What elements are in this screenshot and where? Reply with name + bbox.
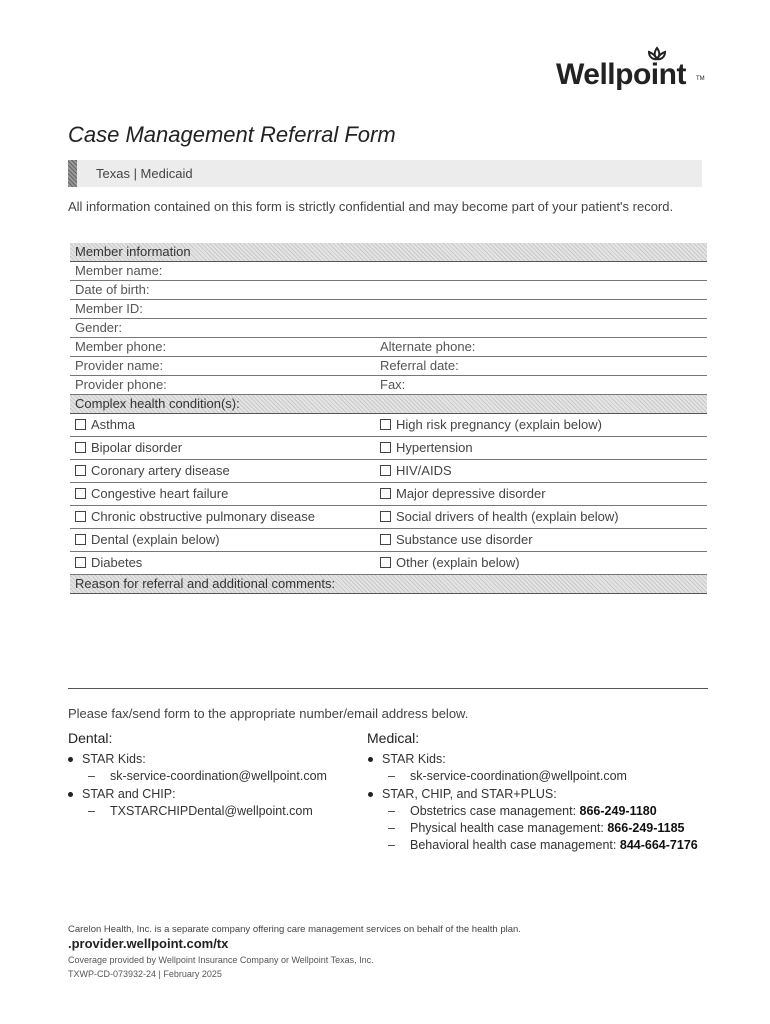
checkbox-icon[interactable] (75, 511, 86, 522)
condition-option[interactable]: Other (explain below) (380, 552, 520, 574)
checkbox-icon[interactable] (380, 511, 391, 522)
carelon-disclaimer: Carelon Health, Inc. is a separate company offering care management services on behalf of the health plan. (68, 924, 521, 935)
bullet-icon (368, 792, 373, 797)
condition-row (70, 483, 707, 506)
send-instructions: Please fax/send form to the appropriate number/email address below. (68, 706, 469, 721)
checkbox-icon[interactable] (380, 419, 391, 430)
region-banner (68, 160, 702, 187)
checkbox-icon[interactable] (380, 534, 391, 545)
condition-option[interactable]: Asthma (75, 417, 135, 432)
list-subitem: – Behavioral health case management: 844-664-7176 (388, 838, 698, 852)
condition-row (70, 460, 707, 483)
field-label: Member phone: (75, 339, 167, 354)
banner-accent-bar (68, 160, 77, 187)
dental-contact-list (66, 750, 327, 820)
condition-row (70, 506, 707, 529)
field-label: Member ID: (75, 301, 143, 316)
field-label: Date of birth: (75, 282, 150, 297)
condition-option[interactable]: Bipolar disorder (75, 440, 182, 455)
checkbox-icon[interactable] (75, 534, 86, 545)
medical-contact-list (366, 750, 698, 854)
gender-row[interactable] (70, 319, 707, 338)
medical-heading: Medical: (367, 730, 420, 746)
coverage-note: Coverage provided by Wellpoint Insurance Company or Wellpoint Texas, Inc. (68, 955, 374, 965)
member-id-row[interactable] (70, 300, 707, 319)
list-subitem: – Physical health case management: 866-249-1185 (388, 821, 685, 835)
condition-option[interactable]: Chronic obstructive pulmonary disease (75, 509, 315, 524)
confidentiality-notice: All information contained on this form is strictly confidential and may become part of your patient's record. (68, 199, 674, 214)
member-name-row[interactable] (70, 262, 707, 281)
list-item: STAR Kids: (366, 750, 698, 768)
provider-phone-row[interactable] (70, 376, 707, 395)
banner-label: Texas | Medicaid (96, 166, 193, 181)
condition-option[interactable]: Coronary artery disease (75, 463, 230, 478)
condition-option[interactable]: Diabetes (75, 555, 142, 570)
condition-row (70, 437, 707, 460)
field-label: Provider phone: (75, 377, 167, 392)
provider-name-row[interactable] (70, 357, 707, 376)
document-code: TXWP-CD-073932-24 | February 2025 (68, 969, 222, 979)
checkbox-icon[interactable] (75, 419, 86, 430)
phone-number[interactable]: 866-249-1180 (579, 804, 657, 818)
condition-option[interactable]: Dental (explain below) (75, 532, 220, 547)
referral-form-table (70, 243, 707, 682)
logo-trademark: TM (696, 76, 705, 82)
dental-heading: Dental: (68, 730, 113, 746)
list-subitem: – sk-service-coordination@wellpoint.com (88, 769, 327, 783)
field-label: Fax: (380, 377, 406, 392)
checkbox-icon[interactable] (380, 442, 391, 453)
checkbox-icon[interactable] (75, 488, 86, 499)
condition-option[interactable]: HIV/AIDS (380, 460, 452, 482)
list-subitem: – Obstetrics case management: 866-249-1180 (388, 804, 657, 818)
provider-url-link[interactable]: .provider.wellpoint.com/tx (68, 936, 229, 951)
field-label: Gender: (75, 320, 122, 335)
field-label: Provider name: (75, 358, 164, 373)
field-label: Referral date: (380, 358, 459, 373)
comments-divider (68, 688, 708, 689)
list-item: STAR and CHIP: (66, 785, 327, 803)
phone-number[interactable]: 844-664-7176 (619, 838, 698, 852)
checkbox-icon[interactable] (75, 442, 86, 453)
wellpoint-logo (556, 46, 706, 96)
email-link[interactable]: TXSTARCHIPDental@wellpoint.com (110, 804, 313, 818)
member-phone-row[interactable] (70, 338, 707, 357)
list-item: STAR, CHIP, and STAR+PLUS: (366, 785, 698, 803)
field-label: Member name: (75, 263, 163, 278)
list-item: STAR Kids: (66, 750, 327, 768)
date-of-birth-row[interactable] (70, 281, 707, 300)
field-label: Alternate phone: (380, 339, 476, 354)
lotus-icon (646, 46, 668, 64)
bullet-icon (368, 757, 373, 762)
bullet-icon (68, 757, 73, 762)
comments-header: Reason for referral and additional comments: (70, 575, 707, 594)
condition-row (70, 552, 707, 575)
email-link[interactable]: sk-service-coordination@wellpoint.com (410, 769, 627, 783)
bullet-icon (68, 792, 73, 797)
condition-option[interactable]: High risk pregnancy (explain below) (380, 414, 602, 436)
logo-wordmark: Wellpoint (556, 58, 686, 91)
email-link[interactable]: sk-service-coordination@wellpoint.com (110, 769, 327, 783)
condition-option[interactable]: Hypertension (380, 437, 473, 459)
checkbox-icon[interactable] (380, 488, 391, 499)
list-subitem: – TXSTARCHIPDental@wellpoint.com (88, 804, 313, 818)
condition-row (70, 529, 707, 552)
checkbox-icon[interactable] (380, 465, 391, 476)
form-title: Case Management Referral Form (68, 122, 396, 147)
list-subitem: – sk-service-coordination@wellpoint.com (388, 769, 627, 783)
condition-row (70, 414, 707, 437)
comments-area[interactable] (70, 594, 707, 682)
condition-option[interactable]: Major depressive disorder (380, 483, 546, 505)
condition-option[interactable]: Substance use disorder (380, 529, 533, 551)
checkbox-icon[interactable] (75, 557, 86, 568)
phone-number[interactable]: 866-249-1185 (607, 821, 685, 835)
checkbox-icon[interactable] (380, 557, 391, 568)
member-info-header: Member information (70, 243, 707, 262)
checkbox-icon[interactable] (75, 465, 86, 476)
condition-option[interactable]: Social drivers of health (explain below) (380, 506, 619, 528)
condition-option[interactable]: Congestive heart failure (75, 486, 228, 501)
conditions-header: Complex health condition(s): (70, 395, 707, 414)
